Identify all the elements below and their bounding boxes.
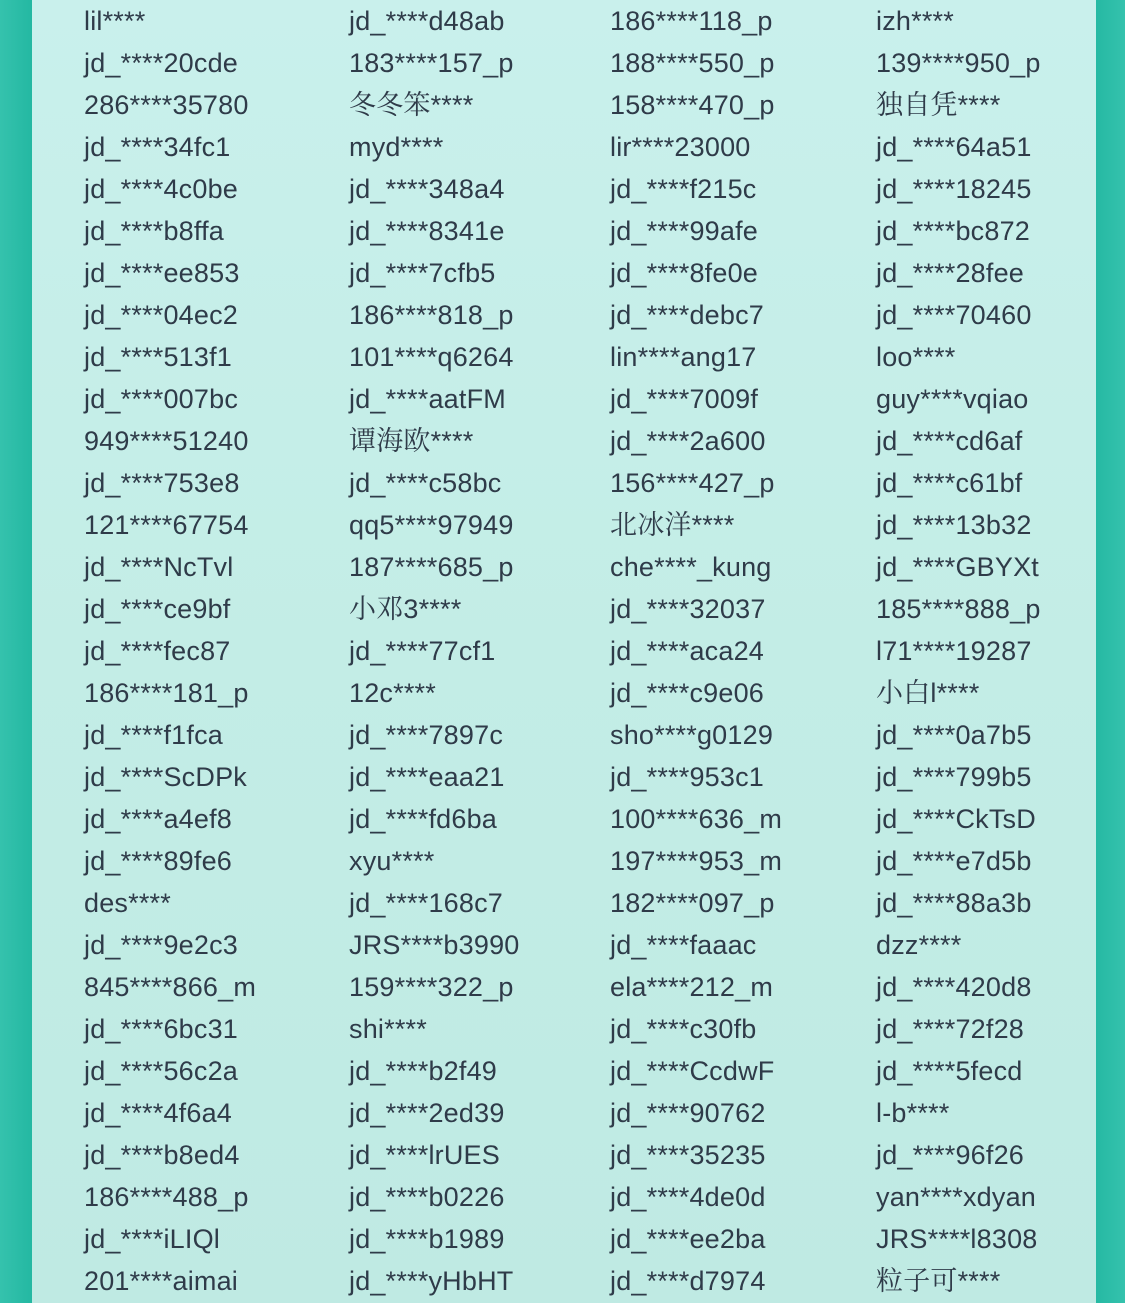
username-cell: jd_****b2f49 bbox=[349, 1056, 498, 1086]
username-cell: sho****g0129 bbox=[610, 720, 774, 750]
username-cell: jd_****f215c bbox=[610, 174, 757, 204]
username-cell: jd_****2a600 bbox=[610, 426, 766, 456]
table-row bbox=[32, 798, 1096, 840]
table-row bbox=[32, 378, 1096, 420]
username-cell: jd_****28fee bbox=[876, 258, 1025, 288]
table-row bbox=[32, 336, 1096, 378]
table-row bbox=[32, 1176, 1096, 1218]
username-cell: 186****181_p bbox=[84, 678, 249, 708]
username-cell: jd_****04ec2 bbox=[84, 300, 239, 330]
username-cell: 121****67754 bbox=[84, 510, 249, 540]
username-cell: jd_****ce9bf bbox=[84, 594, 231, 624]
table-row bbox=[32, 714, 1096, 756]
username-cell: 北冰洋**** bbox=[610, 510, 735, 540]
username-cell: jd_****NcTvl bbox=[84, 552, 234, 582]
table-row bbox=[32, 294, 1096, 336]
username-cell: jd_****cd6af bbox=[876, 426, 1023, 456]
username-cell: myd**** bbox=[349, 132, 444, 162]
username-cell: 139****950_p bbox=[876, 48, 1041, 78]
username-cell: 独自凭**** bbox=[876, 90, 1001, 120]
username-cell: jd_****b8ffa bbox=[84, 216, 225, 246]
table-row bbox=[32, 840, 1096, 882]
username-cell: jd_****4f6a4 bbox=[84, 1098, 233, 1128]
table-row bbox=[32, 546, 1096, 588]
username-cell: jd_****8341e bbox=[349, 216, 505, 246]
username-cell: l71****19287 bbox=[876, 636, 1032, 666]
username-cell: jd_****c30fb bbox=[610, 1014, 757, 1044]
username-cell: jd_****6bc31 bbox=[84, 1014, 239, 1044]
username-cell: jd_****56c2a bbox=[84, 1056, 239, 1086]
username-cell: jd_****lrUES bbox=[349, 1140, 500, 1170]
username-cell: 谭海欧**** bbox=[349, 426, 474, 456]
username-cell: jd_****168c7 bbox=[349, 888, 504, 918]
table-row bbox=[32, 420, 1096, 462]
table-row bbox=[32, 462, 1096, 504]
username-cell: jd_****20cde bbox=[84, 48, 239, 78]
table-row bbox=[32, 126, 1096, 168]
username-cell: loo**** bbox=[876, 342, 956, 372]
username-cell: izh**** bbox=[876, 6, 954, 36]
username-cell: lin****ang17 bbox=[610, 342, 757, 372]
table-row bbox=[32, 756, 1096, 798]
username-cell: jd_****aca24 bbox=[610, 636, 765, 666]
username-cell: jd_****iLIQl bbox=[84, 1224, 220, 1254]
username-cell: jd_****GBYXt bbox=[876, 552, 1039, 582]
username-cell: jd_****bc872 bbox=[876, 216, 1031, 246]
username-cell: lil**** bbox=[84, 6, 146, 36]
username-cell: jd_****64a51 bbox=[876, 132, 1032, 162]
username-cell: jd_****35235 bbox=[610, 1140, 766, 1170]
table-row bbox=[32, 966, 1096, 1008]
winner-list-panel bbox=[32, 0, 1096, 1303]
username-cell: 182****097_p bbox=[610, 888, 775, 918]
username-cell: 187****685_p bbox=[349, 552, 514, 582]
username-cell: 冬冬笨**** bbox=[349, 90, 474, 120]
username-cell: dzz**** bbox=[876, 930, 962, 960]
username-cell: l-b**** bbox=[876, 1098, 950, 1128]
username-cell: jd_****513f1 bbox=[84, 342, 233, 372]
username-cell: 159****322_p bbox=[349, 972, 514, 1002]
username-cell: xyu**** bbox=[349, 846, 435, 876]
username-cell: jd_****8fe0e bbox=[610, 258, 759, 288]
table-row bbox=[32, 168, 1096, 210]
username-cell: 185****888_p bbox=[876, 594, 1041, 624]
username-cell: jd_****007bc bbox=[84, 384, 239, 414]
username-cell: jd_****b0226 bbox=[349, 1182, 505, 1212]
username-cell: jd_****c9e06 bbox=[610, 678, 765, 708]
username-cell: 粒子可**** bbox=[876, 1266, 1001, 1296]
table-row bbox=[32, 630, 1096, 672]
username-cell: yan****xdyan bbox=[876, 1182, 1037, 1212]
username-cell: jd_****753e8 bbox=[84, 468, 240, 498]
username-cell: jd_****0a7b5 bbox=[876, 720, 1032, 750]
username-cell: 小邓3**** bbox=[349, 594, 462, 624]
table-row bbox=[32, 1218, 1096, 1260]
username-cell: jd_****32037 bbox=[610, 594, 766, 624]
username-cell: jd_****89fe6 bbox=[84, 846, 233, 876]
username-cell: jd_****yHbHT bbox=[349, 1266, 514, 1296]
username-cell: jd_****77cf1 bbox=[349, 636, 496, 666]
username-cell: jd_****f1fca bbox=[84, 720, 223, 750]
table-row bbox=[32, 1008, 1096, 1050]
username-cell: jd_****b8ed4 bbox=[84, 1140, 240, 1170]
table-row bbox=[32, 0, 1096, 42]
username-cell: shi**** bbox=[349, 1014, 427, 1044]
table-row bbox=[32, 1134, 1096, 1176]
username-cell: 101****q6264 bbox=[349, 342, 514, 372]
username-cell: jd_****fd6ba bbox=[349, 804, 498, 834]
username-cell: jd_****18245 bbox=[876, 174, 1032, 204]
table-row bbox=[32, 504, 1096, 546]
table-row bbox=[32, 672, 1096, 714]
username-cell: 100****636_m bbox=[610, 804, 783, 834]
username-cell: 小白l**** bbox=[876, 678, 980, 708]
username-cell: des**** bbox=[84, 888, 171, 918]
username-cell: JRS****l8308 bbox=[876, 1224, 1038, 1254]
username-cell: jd_****9e2c3 bbox=[84, 930, 239, 960]
username-cell: jd_****2ed39 bbox=[349, 1098, 505, 1128]
table-row bbox=[32, 1092, 1096, 1134]
table-row bbox=[32, 1260, 1096, 1302]
username-cell: jd_****debc7 bbox=[610, 300, 765, 330]
username-cell: jd_****420d8 bbox=[876, 972, 1032, 1002]
username-cell: 186****488_p bbox=[84, 1182, 249, 1212]
username-cell: lir****23000 bbox=[610, 132, 751, 162]
username-grid bbox=[32, 0, 1096, 1302]
table-row bbox=[32, 1050, 1096, 1092]
username-cell: jd_****90762 bbox=[610, 1098, 766, 1128]
username-cell: jd_****99afe bbox=[610, 216, 759, 246]
username-cell: jd_****faaac bbox=[610, 930, 757, 960]
table-row bbox=[32, 42, 1096, 84]
username-cell: 186****118_p bbox=[610, 6, 773, 36]
username-cell: jd_****4c0be bbox=[84, 174, 239, 204]
username-cell: qq5****97949 bbox=[349, 510, 514, 540]
username-cell: 183****157_p bbox=[349, 48, 514, 78]
username-cell: guy****vqiao bbox=[876, 384, 1029, 414]
username-cell: jd_****ee853 bbox=[84, 258, 240, 288]
username-cell: 286****35780 bbox=[84, 90, 249, 120]
username-cell: jd_****348a4 bbox=[349, 174, 505, 204]
table-row bbox=[32, 252, 1096, 294]
username-cell: jd_****88a3b bbox=[876, 888, 1032, 918]
table-row bbox=[32, 882, 1096, 924]
username-cell: 156****427_p bbox=[610, 468, 775, 498]
username-cell: jd_****eaa21 bbox=[349, 762, 505, 792]
username-cell: jd_****ScDPk bbox=[84, 762, 247, 792]
username-cell: jd_****c61bf bbox=[876, 468, 1023, 498]
username-cell: jd_****CkTsD bbox=[876, 804, 1036, 834]
username-cell: 197****953_m bbox=[610, 846, 783, 876]
username-cell: jd_****72f28 bbox=[876, 1014, 1025, 1044]
username-cell: 949****51240 bbox=[84, 426, 249, 456]
username-cell: jd_****d7974 bbox=[610, 1266, 766, 1296]
username-cell: jd_****c58bc bbox=[349, 468, 502, 498]
username-cell: 186****818_p bbox=[349, 300, 514, 330]
table-row bbox=[32, 210, 1096, 252]
username-cell: 201****aimai bbox=[84, 1266, 238, 1296]
table-row bbox=[32, 588, 1096, 630]
username-cell: jd_****ee2ba bbox=[610, 1224, 766, 1254]
username-cell: che****_kung bbox=[610, 552, 772, 582]
username-cell: jd_****4de0d bbox=[610, 1182, 766, 1212]
username-cell: jd_****96f26 bbox=[876, 1140, 1025, 1170]
username-cell: jd_****5fecd bbox=[876, 1056, 1023, 1086]
username-cell: ela****212_m bbox=[610, 972, 774, 1002]
username-cell: jd_****7897c bbox=[349, 720, 504, 750]
username-cell: 12c**** bbox=[349, 678, 436, 708]
username-cell: 158****470_p bbox=[610, 90, 775, 120]
username-cell: jd_****a4ef8 bbox=[84, 804, 233, 834]
username-cell: JRS****b3990 bbox=[349, 930, 520, 960]
username-cell: jd_****34fc1 bbox=[84, 132, 231, 162]
username-cell: jd_****b1989 bbox=[349, 1224, 505, 1254]
username-cell: jd_****7009f bbox=[610, 384, 759, 414]
username-cell: jd_****e7d5b bbox=[876, 846, 1032, 876]
username-cell: jd_****953c1 bbox=[610, 762, 765, 792]
table-row bbox=[32, 84, 1096, 126]
username-cell: jd_****d48ab bbox=[349, 6, 505, 36]
username-cell: jd_****13b32 bbox=[876, 510, 1032, 540]
username-cell: jd_****fec87 bbox=[84, 636, 231, 666]
username-cell: 188****550_p bbox=[610, 48, 775, 78]
username-cell: jd_****7cfb5 bbox=[349, 258, 496, 288]
username-cell: jd_****aatFM bbox=[349, 384, 506, 414]
username-cell: jd_****CcdwF bbox=[610, 1056, 775, 1086]
table-row bbox=[32, 924, 1096, 966]
username-cell: jd_****70460 bbox=[876, 300, 1032, 330]
username-cell: 845****866_m bbox=[84, 972, 257, 1002]
username-cell: jd_****799b5 bbox=[876, 762, 1032, 792]
